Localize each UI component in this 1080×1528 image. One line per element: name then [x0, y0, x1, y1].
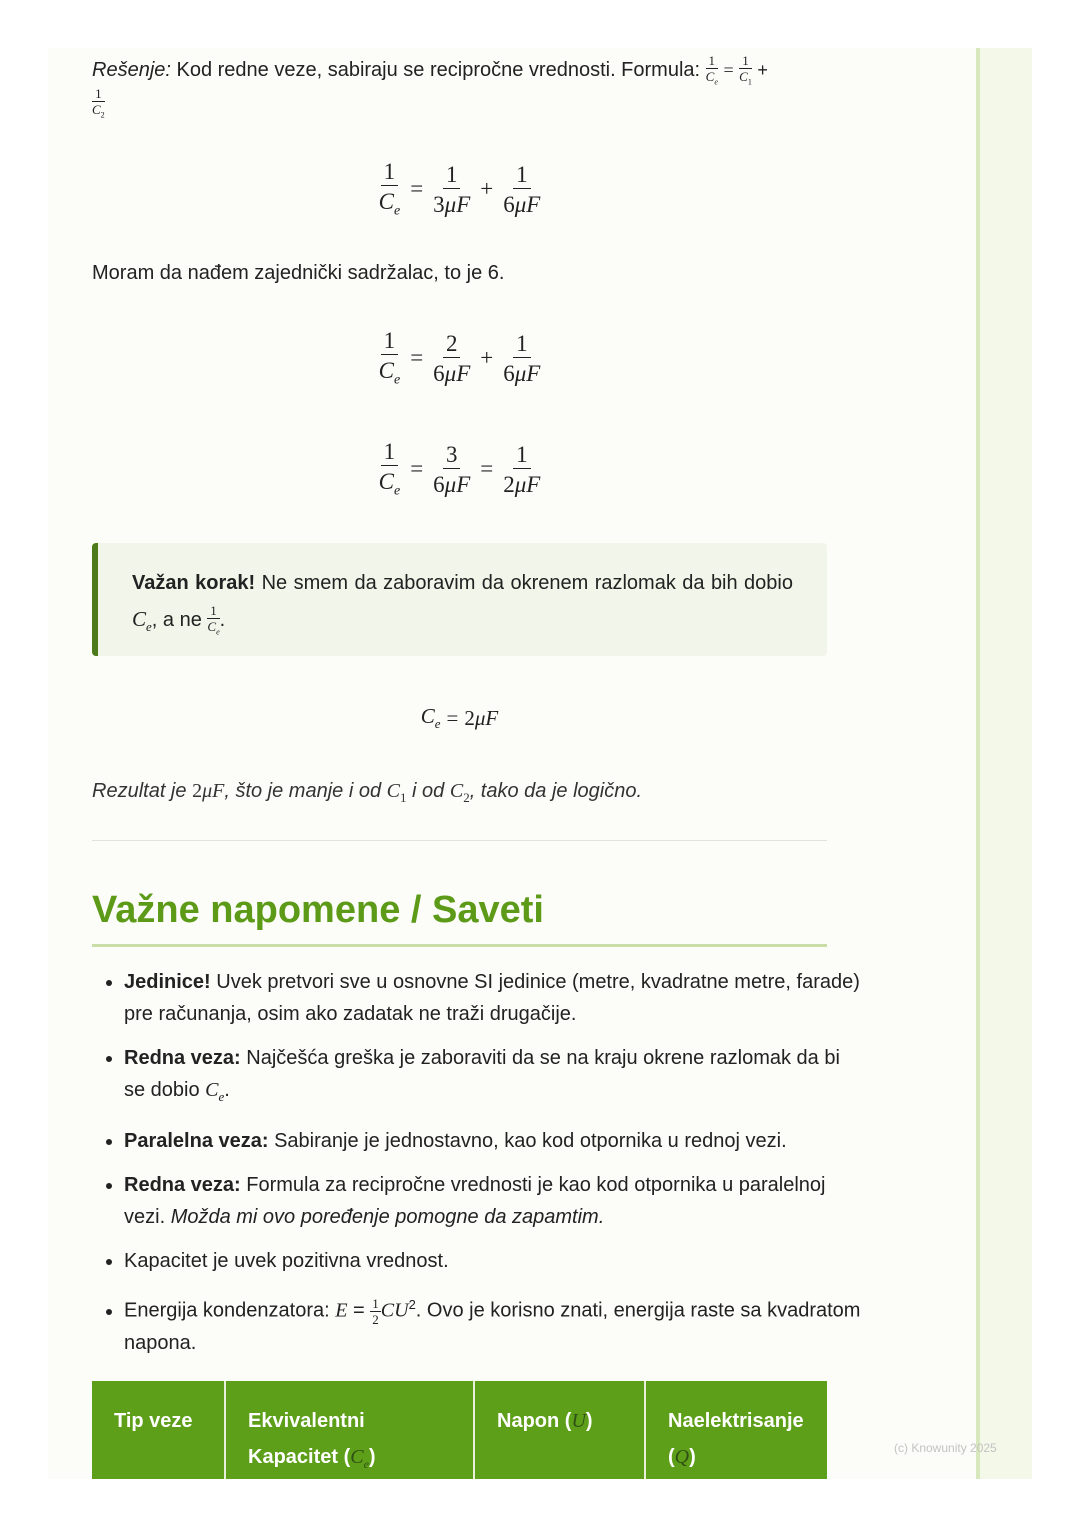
important-step-callout: Važan korak! Ne smem da zaboravim da okrenem razlomak da bih dobio $C_e$, a ne $\frac{1}{C_e}$ . [92, 543, 827, 656]
callout-mid: , a ne [151, 609, 208, 631]
list-item: • Redna veza: Najčešća greška je zaboraviti da se na kraju okrene razlomak da bi se dobio $C_e$. [124, 1042, 864, 1113]
equation-result: $C_e$ = 2μF [420, 704, 499, 732]
callout-text: Ne smem da zaboravim da okrenem razlomak da bih dobio [255, 572, 793, 594]
table-header: Ekvivalentni Kapacitet $(C_e)$ [225, 1381, 474, 1503]
list-item: • Jedinice! Uvek pretvori sve u osnovne SI jedinice (metre, kvadratne metre, farade) pre računanja, osim ako zadatak ne traži drugačije. [124, 966, 864, 1030]
list-item: • Kapacitet je uvek pozitivna vrednost. [124, 1245, 864, 1277]
inline-fraction: $\frac{1}{C_2}$ [92, 86, 105, 121]
tips-list [92, 966, 864, 1371]
table-header: Tip veze [92, 1381, 225, 1503]
result-paragraph: Rezultat je 2μF, što je manje i od $C_1$ i od $C_2$, tako da je logično. [92, 780, 643, 805]
solution-paragraph: Rešenje: Kod redne veze, sabiraju se recipročne vrednosti. Formula: $\frac{1}{C_e}$ = $\frac{1}{C_1}$ + $\frac{1}{C_2}$ [92, 53, 768, 121]
inline-fraction: $\frac{1}{C_e}$ [705, 53, 718, 88]
inline-fraction: $\frac{1}{C_1}$ [739, 53, 752, 88]
divider [92, 840, 827, 841]
step-text: Moram da nađem zajednički sadržalac, to je 6. [92, 262, 505, 284]
solution-text: Kod redne veze, sabiraju se recipročne vrednosti. Formula: [170, 59, 706, 81]
list-item: • Paralelna veza: Sabiranje je jednostavno, kao kod otpornika u rednoj vezi. [124, 1125, 864, 1157]
solution-label: Rešenje: [92, 59, 171, 81]
equation-2: $\frac{1}{C_e}$ = $\frac{2}{6\mu F}$ + $\frac{1}{6\mu F}$ [378, 328, 541, 388]
callout-bold: Važan korak! [132, 572, 256, 594]
section-title: Važne napomene / Saveti [92, 880, 827, 947]
watermark: (c) Knowunity 2025 [894, 1441, 997, 1455]
side-margin-strip [976, 48, 1032, 1479]
equation-1: $\frac{1}{C_e}$ = $\frac{1}{3\mu F}$ + $\frac{1}{6\mu F}$ [378, 159, 541, 219]
list-item: • Redna veza: Formula za recipročne vrednosti je kao kod otpornika u paralelnoj vezi. Možda mi ovo poređenje pomogne da zapamtim. [124, 1169, 864, 1233]
equation-3: $\frac{1}{C_e}$ = $\frac{3}{6\mu F}$ = $\frac{1}{2\mu F}$ [378, 439, 541, 499]
list-item: • Energija kondenzatora: E = $\frac{1}{2}$ $CU^2$. Ovo je korisno znati, energija raste sa kvadratom napona. [124, 1289, 864, 1359]
table-header: Napon (U) [474, 1381, 645, 1503]
table-header: Naelektrisanje (Q) [645, 1381, 827, 1503]
